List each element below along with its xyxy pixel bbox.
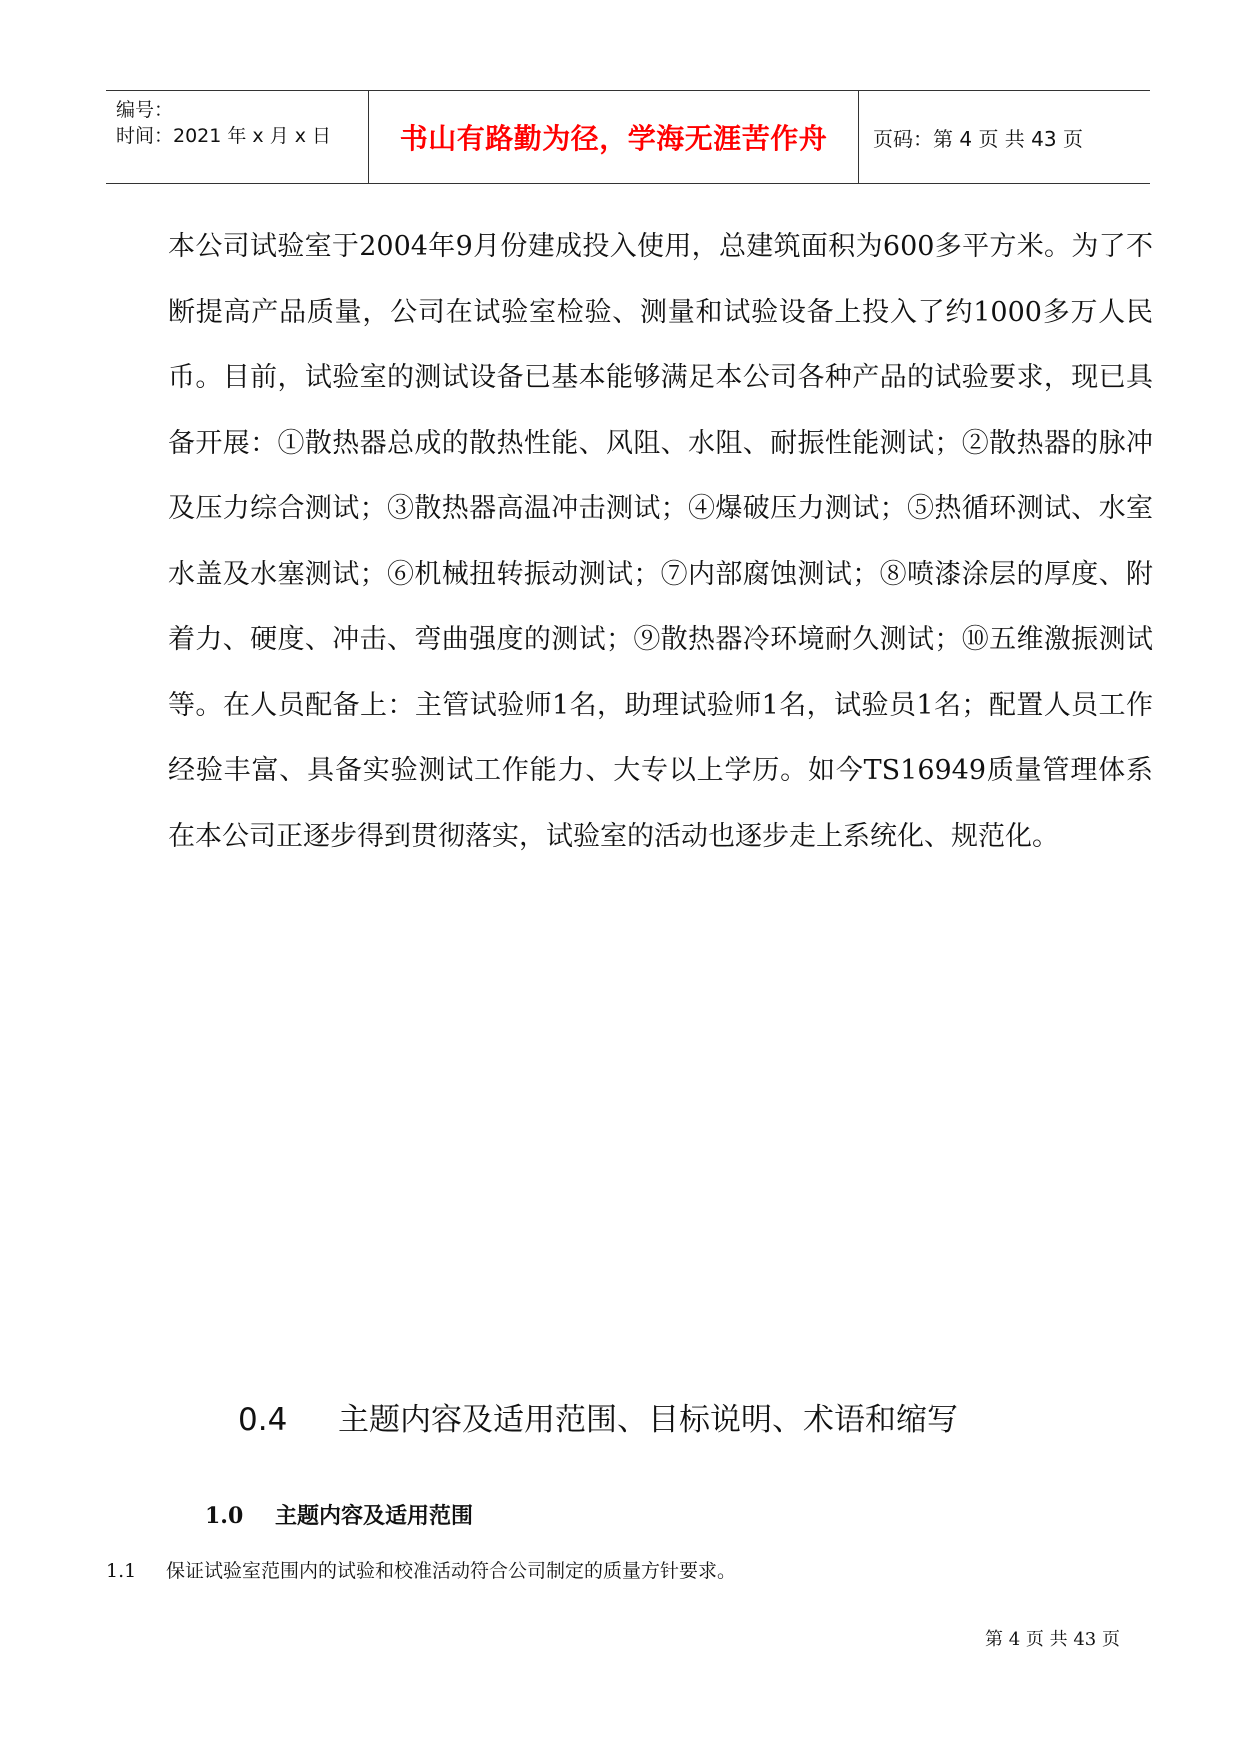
- subsection-title: 主题内容及适用范围: [275, 1503, 474, 1529]
- page-header: [106, 90, 1150, 184]
- page-footer: 第 4 页 共 43 页: [985, 1629, 1120, 1650]
- section-heading: [238, 1394, 958, 1439]
- date-label: 时间：2021 年 x 月 x 日: [116, 125, 332, 147]
- body-paragraph: 本公司试验室于2004年9月份建成投入使用，总建筑面积为600多平方米。为了不断提高产品质量，公司在试验室检验、测量和试验设备上投入了约1000多万人民币。目前，试验室的测试设备已基本能够满足本公司各种产品的试验要求，现已具备开展：①散热器总成的散热性能、风阻、水阻、耐振性能测试；②散热器的脉冲及压力综合测试；③散热器高温冲击测试；④爆破压力测试；⑤热循环测试、水室水盖及水塞测试；⑥机械扭转振动测试；⑦内部腐蚀测试；⑧喷漆涂层的厚度、附着力、硬度、冲击、弯曲强度的测试；⑨散热器冷环境耐久测试；⑩五维激振测试等。在人员配备上：主管试验师1名，助理试验师1名，试验员1名；配置人员工作经验丰富、具备实验测试工作能力、大专以上学历。如今TS16949质量管理体系在本公司正逐步得到贯彻落实，试验室的活动也逐步走上系统化、规范化。: [168, 231, 1153, 852]
- header-meta: [106, 91, 369, 183]
- subsection-heading: [205, 1499, 473, 1530]
- item-text: 保证试验室范围内的试验和校准活动符合公司制定的质量方针要求。: [166, 1560, 737, 1582]
- doc-number-label: 编号：: [116, 99, 174, 121]
- item-number: 1.1: [106, 1560, 137, 1582]
- list-item: [106, 1556, 736, 1583]
- header-page-label: 页码：第 4 页 共 43 页: [873, 126, 1083, 151]
- section-number: 0.4: [238, 1402, 288, 1438]
- subsection-number: 1.0: [205, 1503, 244, 1529]
- header-motto: 书山有路勤为径，学海无涯苦作舟: [369, 91, 859, 183]
- section-title: 主题内容及适用范围、目标说明、术语和缩写: [338, 1402, 958, 1438]
- body-paragraph-block: [168, 214, 1153, 869]
